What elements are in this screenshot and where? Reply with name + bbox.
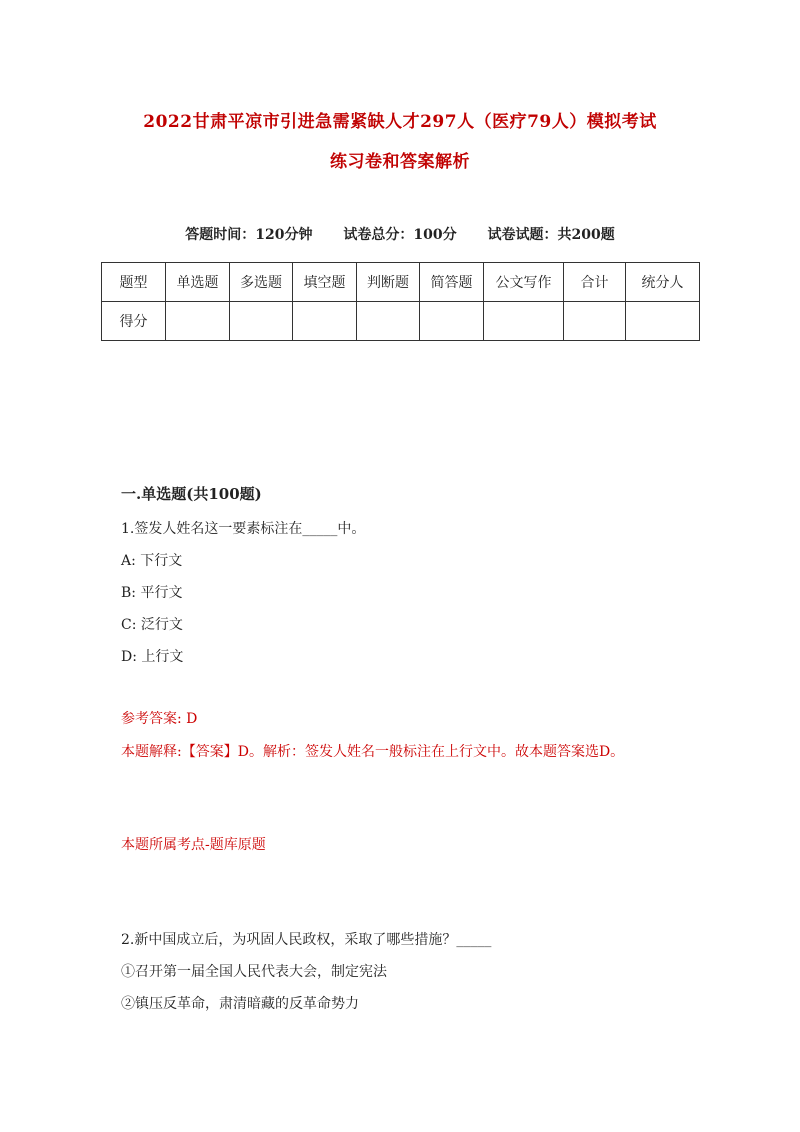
table-header-cell: 多选题 [230, 263, 293, 302]
question-1-option-b: B: 平行文 [121, 585, 183, 601]
table-header-cell: 统分人 [626, 263, 700, 302]
exam-meta [0, 224, 800, 244]
document-title-line-1: 2022甘肃平凉市引进急需紧缺人才297人（医疗79人）模拟考试 [143, 112, 657, 132]
table-header-cell: 公文写作 [484, 263, 564, 302]
score-cell [564, 302, 626, 341]
question-1-option-c: C: 泛行文 [121, 617, 183, 633]
score-cell [230, 302, 293, 341]
question-1-text: 1.签发人姓名这一要素标注在_____中。 [121, 521, 366, 537]
table-header-cell: 判断题 [357, 263, 420, 302]
question-1-source: 本题所属考点-题库原题 [121, 837, 266, 853]
table-header-cell: 填空题 [293, 263, 357, 302]
document-title-line-2: 练习卷和答案解析 [330, 152, 470, 172]
score-table-header-row [102, 263, 700, 302]
section-title: 一.单选题(共100题) [121, 485, 262, 503]
exam-total-score: 试卷总分：100分 [343, 227, 457, 243]
score-table [101, 262, 700, 341]
score-cell [166, 302, 230, 341]
table-header-cell: 简答题 [420, 263, 484, 302]
question-1-option-a: A: 下行文 [121, 553, 183, 569]
score-cell [293, 302, 357, 341]
score-cell [484, 302, 564, 341]
exam-question-count: 试卷试题：共200题 [487, 227, 615, 243]
table-header-cell: 单选题 [166, 263, 230, 302]
score-table-score-row [102, 302, 700, 341]
question-2-item-2: ②镇压反革命，肃清暗藏的反革命势力 [121, 996, 359, 1012]
score-row-label: 得分 [102, 302, 166, 341]
score-cell [626, 302, 700, 341]
question-2-item-1: ①召开第一届全国人民代表大会，制定宪法 [121, 964, 387, 980]
score-cell [357, 302, 420, 341]
table-header-cell: 合计 [564, 263, 626, 302]
question-1-explanation: 本题解释:【答案】D。解析：签发人姓名一般标注在上行文中。故本题答案选D。 [121, 744, 625, 760]
exam-time: 答题时间：120分钟 [185, 227, 313, 243]
score-cell [420, 302, 484, 341]
question-1-option-d: D: 上行文 [121, 649, 184, 665]
question-2-text: 2.新中国成立后，为巩固人民政权，采取了哪些措施？_____ [121, 932, 492, 948]
table-header-cell: 题型 [102, 263, 166, 302]
question-1-answer: 参考答案: D [121, 711, 198, 727]
